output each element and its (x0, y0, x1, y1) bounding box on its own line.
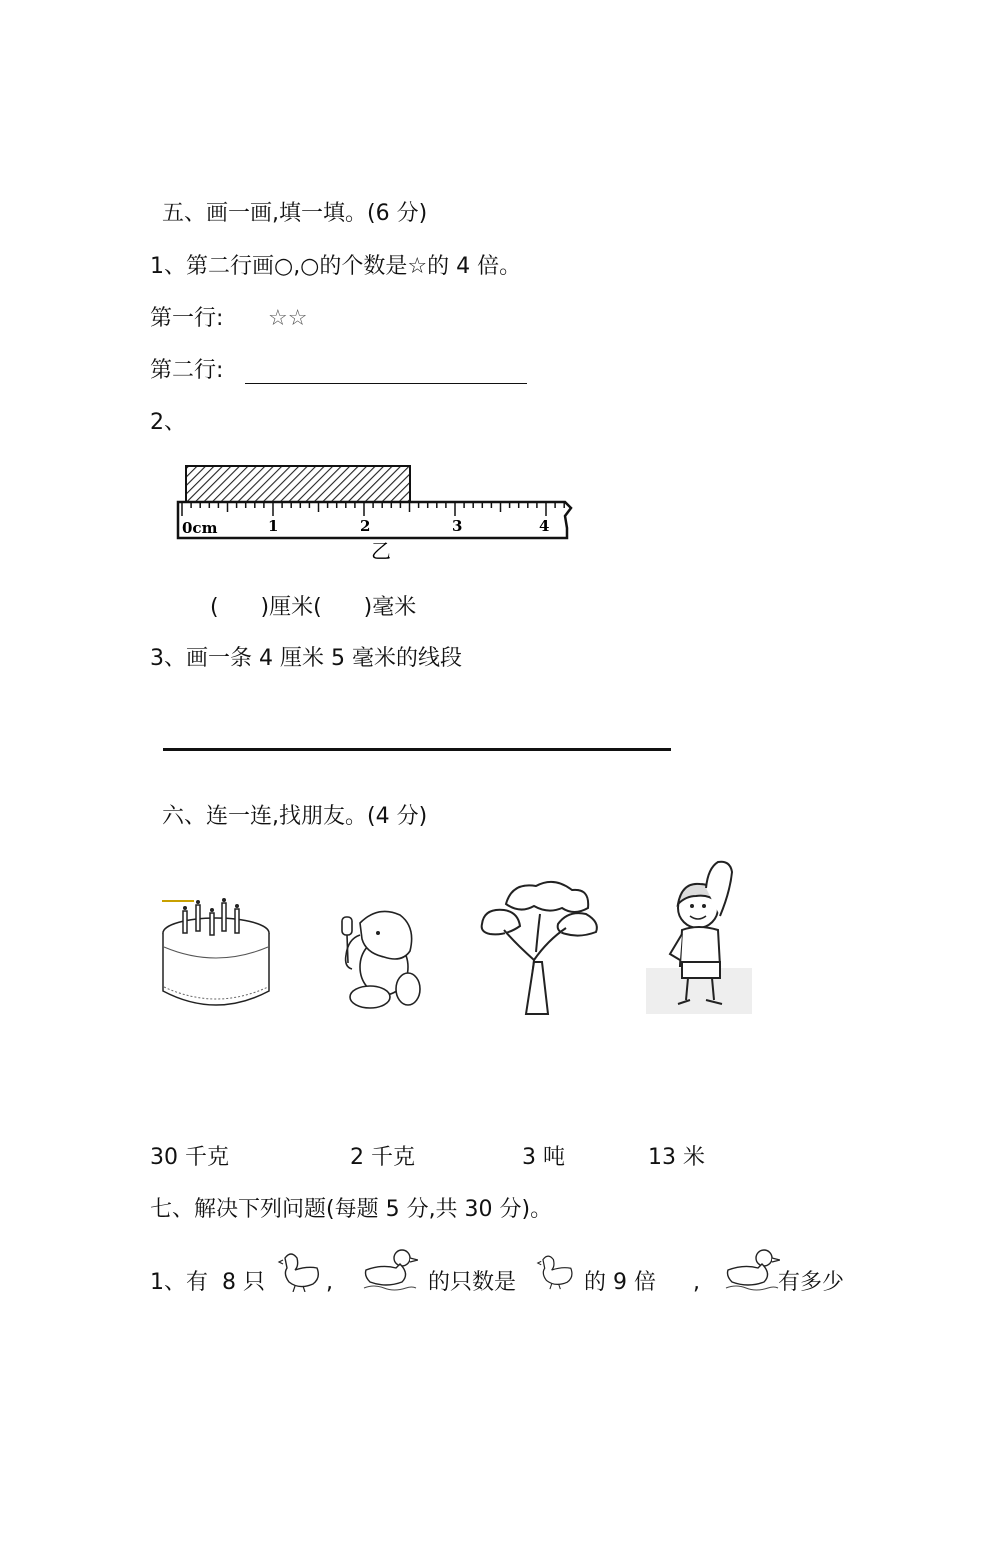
ruler-label-2: 2 (360, 517, 371, 535)
hen-icon (536, 1248, 576, 1292)
ruler-label-4: 4 (539, 517, 550, 535)
q7-1-part4: 有多少 (778, 1270, 845, 1295)
q2-answer-line: ( )厘米( )毫米 (210, 595, 417, 620)
option-3t[interactable]: 3 吨 (522, 1145, 565, 1170)
q7-1-part1: 1、有 8 只 (150, 1270, 265, 1295)
q3-prompt: 3、画一条 4 厘米 5 毫米的线段 (150, 646, 462, 671)
duck-icon (724, 1246, 780, 1294)
option-30kg[interactable]: 30 千克 (150, 1145, 229, 1170)
option-2kg[interactable]: 2 千克 (350, 1145, 415, 1170)
q3-drawn-segment (163, 748, 671, 751)
duck-icon (362, 1246, 418, 1294)
hen-icon (277, 1248, 323, 1292)
tree-picture[interactable] (476, 874, 602, 1016)
row1-label: 第一行: (150, 306, 224, 331)
section6-heading: 六、连一连,找朋友。(4 分) (162, 804, 428, 829)
boy-picture[interactable] (646, 858, 754, 1016)
ruler-label-0: 0cm (182, 519, 218, 537)
ruler-label-3: 3 (452, 517, 463, 535)
elephant-picture[interactable] (322, 905, 422, 1017)
q1-prompt: 1、第二行画○,○的个数是☆的 4 倍。 (150, 254, 522, 279)
q2-number: 2、 (150, 410, 186, 435)
q7-1-comma1: , (326, 1270, 333, 1295)
section5-heading: 五、画一画,填一填。(6 分) (162, 201, 428, 226)
cake-picture[interactable] (158, 895, 278, 1017)
row2-answer-line[interactable] (245, 383, 527, 384)
ruler-label-1: 1 (268, 517, 279, 535)
q7-1-part2: 的只数是 (428, 1270, 517, 1295)
ruler-figure (175, 462, 575, 562)
figure-label-yi: 乙 (371, 539, 391, 562)
section7-heading: 七、解决下列问题(每题 5 分,共 30 分)。 (150, 1197, 553, 1222)
row1-stars: ☆☆ (268, 306, 308, 331)
q7-1-comma2: , (693, 1270, 700, 1295)
row2-label: 第二行: (150, 358, 224, 383)
q7-1-part3: 的 9 倍 (584, 1270, 656, 1295)
hatched-bar (186, 466, 410, 502)
option-13m[interactable]: 13 米 (648, 1145, 705, 1170)
